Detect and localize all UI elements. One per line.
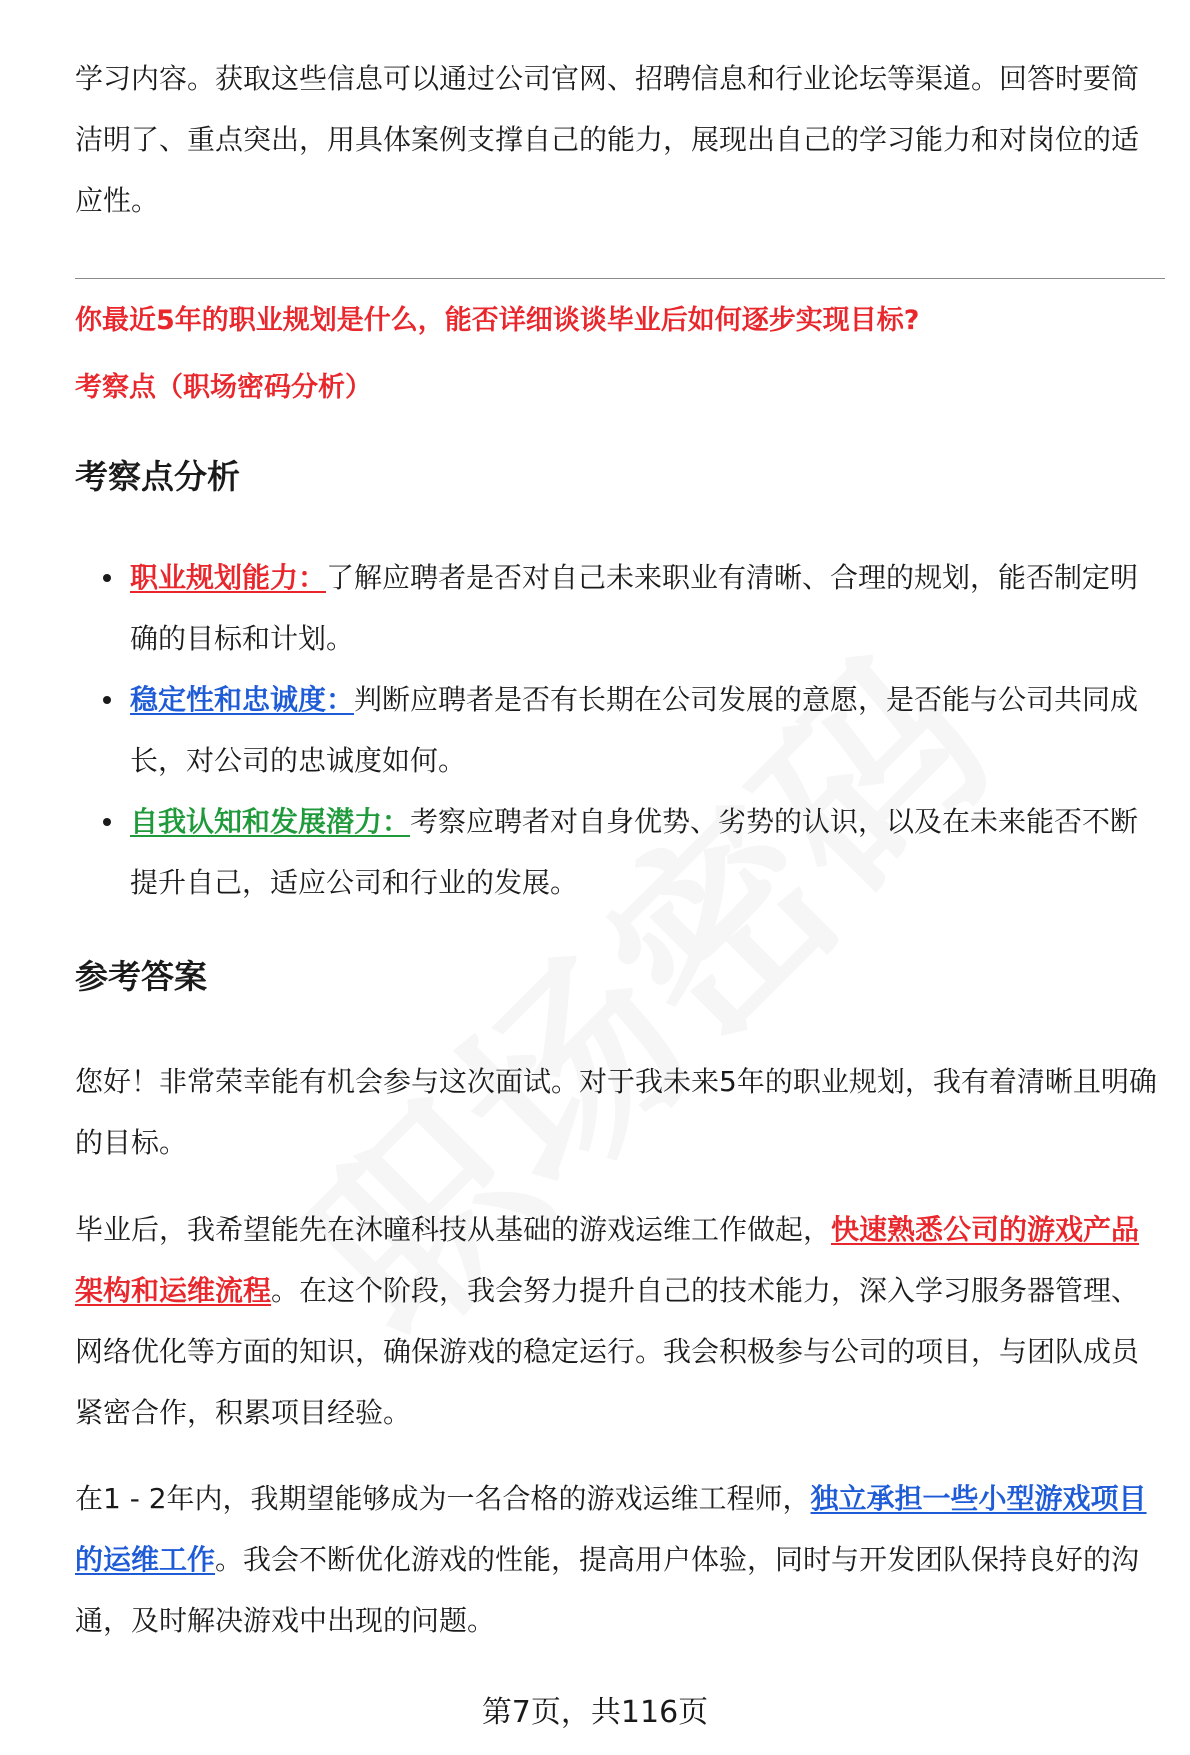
intro-block	[75, 48, 1165, 231]
page-number: 第7页，共116页	[481, 1695, 709, 1730]
bullet-keyword: 稳定性和忠诚度：	[130, 683, 355, 716]
answer-paragraph-3	[75, 1468, 1165, 1651]
bullet-icon	[103, 574, 111, 582]
answer-paragraph-2	[75, 1199, 1165, 1443]
paragraph-text: 。在这个阶段，我会努力提升自己的技术能力，深入学习服务器管理、网络优化等方面的知识，确保游戏的稳定运行。我会积极参与公司的项目，与团队成员紧密合作，积累项目经验。	[75, 1274, 1140, 1429]
list-item	[75, 791, 1165, 913]
bullet-icon	[103, 818, 111, 826]
answer-paragraph-1: 您好！非常荣幸能有机会参与这次面试。对于我未来5年的职业规划，我有着清晰且明确的目标。	[75, 1065, 1157, 1159]
analysis-heading: 考察点分析	[75, 457, 240, 496]
bullet-icon	[103, 696, 111, 704]
paragraph-text: 在1 - 2年内，我期望能够成为一名合格的游戏运维工程师，	[75, 1482, 811, 1515]
answer-heading: 参考答案	[75, 957, 207, 996]
analysis-list	[75, 547, 1165, 913]
bullet-keyword: 自我认知和发展潜力：	[130, 805, 411, 838]
list-item	[75, 547, 1165, 669]
section-divider	[75, 278, 1165, 279]
paragraph-text: 。我会不断优化游戏的性能，提高用户体验，同时与开发团队保持良好的沟通，及时解决游戏中出现的问题。	[75, 1543, 1140, 1637]
paragraph-text: 毕业后，我希望能先在沐曈科技从基础的游戏运维工作做起，	[75, 1213, 832, 1246]
interview-question: 你最近5年的职业规划是什么，能否详细谈谈毕业后如何逐步实现目标?	[75, 305, 920, 336]
focus-label: 考察点（职场密码分析）	[75, 372, 372, 403]
highlight-phrase: 快速熟悉公司的游戏产品架构和运维流程	[75, 1213, 1140, 1307]
bullet-keyword: 职业规划能力：	[130, 561, 327, 594]
bullet-text: 判断应聘者是否有长期在公司发展的意愿，是否能与公司共同成长，对公司的忠诚度如何。	[130, 683, 1139, 777]
intro-paragraph: 学习内容。获取这些信息可以通过公司官网、招聘信息和行业论坛等渠道。回答时要简洁明了、重点突出，用具体案例支撑自己的能力，展现出自己的学习能力和对岗位的适应性。	[75, 62, 1140, 217]
bullet-text: 了解应聘者是否对自己未来职业有清晰、合理的规划，能否制定明确的目标和计划。	[130, 561, 1139, 655]
highlight-phrase: 独立承担一些小型游戏项目的运维工作	[75, 1482, 1147, 1576]
bullet-text: 考察应聘者对自身优势、劣势的认识，以及在未来能否不断提升自己，适应公司和行业的发展。	[130, 805, 1139, 899]
list-item	[75, 669, 1165, 791]
